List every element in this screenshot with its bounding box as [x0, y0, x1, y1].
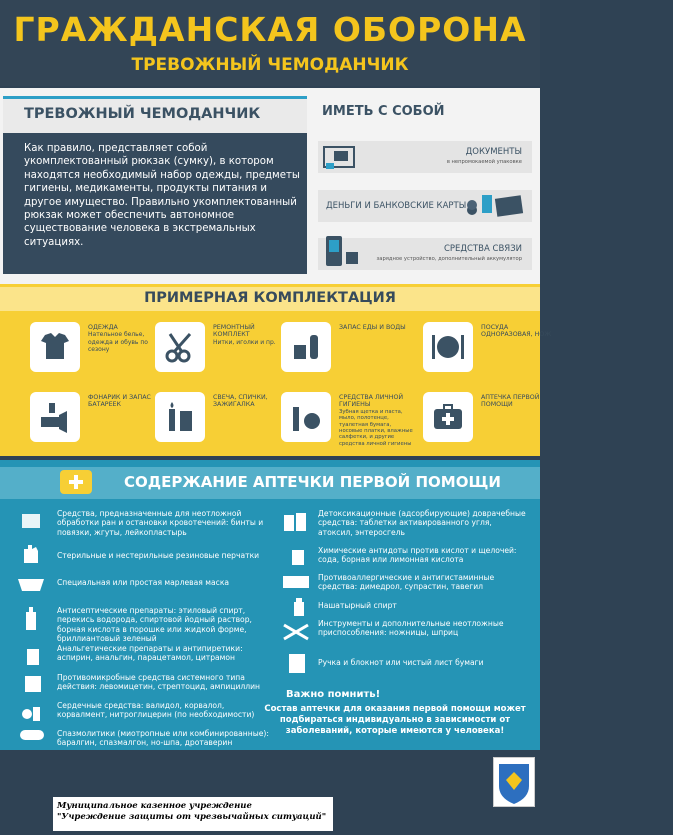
info-text: Как правило, представляет собой укомплектованный рюкзак (сумку), в котором находятся необходимый набор одежды, предметы гигиены, медикаменты, продукты питания и другое имущество. Правильно укомплектованный рюкзак может обеспечить автономное существование человека в экстремальных ситуациях. [24, 143, 300, 248]
clothes-icon [30, 322, 80, 372]
kit-item-desc: Нательное белье, одежда и обувь по сезону [88, 331, 148, 354]
firstaid-left-item: Спазмолитики (миотропные или комбинированные): баралгин, спазмалгон, но-шпа, дротаверин [57, 729, 269, 748]
header [0, 0, 540, 86]
antidote-bottle-icon [287, 545, 309, 567]
antiseptic-icon [22, 606, 44, 628]
scissors-syringe-icon [282, 621, 310, 643]
firstaid-left-item: Средства, предназначенные для неотложной обработки ран и остановки кровотечений: бинты и повязки, жгуты, лейкопластырь [57, 509, 264, 537]
kit-item-name: РЕМОНТНЫЙ КОМПЛЕКТ [213, 324, 255, 339]
have-item-documents [318, 141, 532, 173]
firstaid-right-item: Детоксикационные (адсорбирующие) доврачебные средства: таблетки активированного угля, атоксил, энтеросгель [318, 509, 526, 537]
ammonia-bottle-icon [288, 596, 310, 618]
have-item-sub: зарядное устройство, дополнительный аккумулятор [376, 256, 522, 262]
pills-bottle-icon [22, 645, 44, 667]
phone-icon [322, 234, 362, 270]
info-caption: ТРЕВОЖНЫЙ ЧЕМОДАНЧИК [3, 99, 307, 133]
page-subtitle: ТРЕВОЖНЫЙ ЧЕМОДАНЧИК [131, 55, 409, 75]
tablets-icon [282, 511, 308, 533]
gloves-icon [20, 543, 42, 565]
kit-item-name: СВЕЧА, СПИЧКИ, ЗАЖИГАЛКА [213, 394, 268, 409]
firstaid-title: СОДЕРЖАНИЕ АПТЕЧКИ ПЕРВОЙ ПОМОЩИ [124, 473, 501, 491]
kit-item-name: ЗАПАС ЕДЫ И ВОДЫ [339, 324, 406, 331]
first-aid-kit-icon [423, 392, 473, 442]
kit-title: ПРИМЕРНАЯ КОМПЛЕКТАЦИЯ [144, 290, 396, 306]
organization-label [53, 797, 333, 831]
remember-text: Состав аптечки для оказания первой помощи может подбираться индивидуально в зависимости от заболеваний, которые имеются у человека! [264, 704, 526, 736]
have-item-sub: в непромокаемой упаковке [446, 159, 522, 165]
have-title: ИМЕТЬ С СОБОЙ [322, 104, 445, 119]
kit-item-name: ПОСУДА ОДНОРАЗОВАЯ, НОЖ [481, 324, 552, 339]
flashlight-icon [30, 392, 80, 442]
org-line-2: "Учреждение защиты от чрезвычайных ситуаций" [57, 812, 327, 822]
firstaid-right-item: Инструменты и дополнительные неотложные приспособления: ножницы, шприц [318, 619, 504, 638]
mask-icon [16, 573, 46, 595]
bandage-icon [20, 510, 42, 532]
antibiotic-icon [22, 673, 44, 695]
info-box [3, 96, 307, 274]
kit-item-firstaid [423, 392, 673, 450]
firstaid-left-item: Сердечные средства: валидол, корвалол, корвалмент, нитроглицерин (по необходимости) [57, 701, 255, 720]
kit-item-dishes [423, 322, 673, 380]
page-title: ГРАЖДАНСКАЯ ОБОРОНА [13, 10, 527, 49]
kit-item-desc: Зубная щетка и паста, мыло, полотенце, туалетная бумага, носовые платки, влажные салфетки, и другие средства личной гигиены [339, 408, 413, 447]
kit-title-bar [0, 287, 540, 311]
coat-of-arms-icon [493, 757, 535, 807]
firstaid-left-item: Антисептические препараты: этиловый спирт, перекись водорода, спиртовой йодный раствор, борная кислота в порошке или жидкой форме, бриллиантовый зеленый [57, 606, 252, 643]
firstaid-right-item: Нашатырный спирт [318, 601, 397, 610]
money-icon [464, 191, 526, 221]
remember-title: Важно помнить! [286, 689, 381, 700]
firstaid-right-item: Химические антидоты против кислот и щелочей: сода, борная или лимонная кислота [318, 546, 517, 565]
have-item-money [318, 190, 532, 222]
kit-item-name: АПТЕЧКА ПЕРВОЙ ПОМОЩИ [481, 394, 540, 409]
capsules-icon [18, 727, 46, 749]
have-item-label: ДЕНЬГИ И БАНКОВСКИЕ КАРТЫ [326, 201, 467, 211]
heart-drops-icon [20, 702, 42, 724]
kit-item-name: ОДЕЖДА [88, 324, 118, 331]
documents-icon [322, 143, 360, 171]
firstaid-left-item: Анальгетические препараты и антипиретики: аспирин, анальгин, парацетамол, цитрамон [57, 644, 243, 663]
have-item-label: СРЕДСТВА СВЯЗИ [443, 244, 522, 254]
org-line-1: Муниципальное казенное учреждение [57, 801, 252, 811]
have-item-label: ДОКУМЕНТЫ [465, 147, 522, 157]
food-water-icon [281, 322, 331, 372]
kit-item-name: СРЕДСТВА ЛИЧНОЙ ГИГИЕНЫ [339, 394, 404, 409]
have-item-comm [318, 238, 532, 270]
medkit-icon [60, 470, 92, 494]
firstaid-left-item: Стерильные и нестерильные резиновые перчатки [57, 551, 260, 560]
candle-icon [155, 392, 205, 442]
dishes-icon [423, 322, 473, 372]
kit-item-desc: Нитки, иголки и пр. [213, 338, 276, 346]
firstaid-right-item: Ручка и блокнот или чистый лист бумаги [318, 658, 484, 667]
scissors-icon [155, 322, 205, 372]
kit-item-name: ФОНАРИК И ЗАПАС БАТАРЕЕК [88, 394, 151, 409]
firstaid-left-item: Специальная или простая марлевая маска [57, 578, 230, 587]
notebook-icon [286, 652, 308, 674]
blister-icon [282, 574, 310, 596]
hygiene-icon [281, 392, 331, 442]
firstaid-right-item: Противоаллергические и антигистаминные средства: димедрол, супрастин, тавегил [318, 573, 495, 592]
firstaid-left-item: Противомикробные средства системного типа действия: левомицетин, стрептоцид, ампициллин [57, 673, 261, 692]
